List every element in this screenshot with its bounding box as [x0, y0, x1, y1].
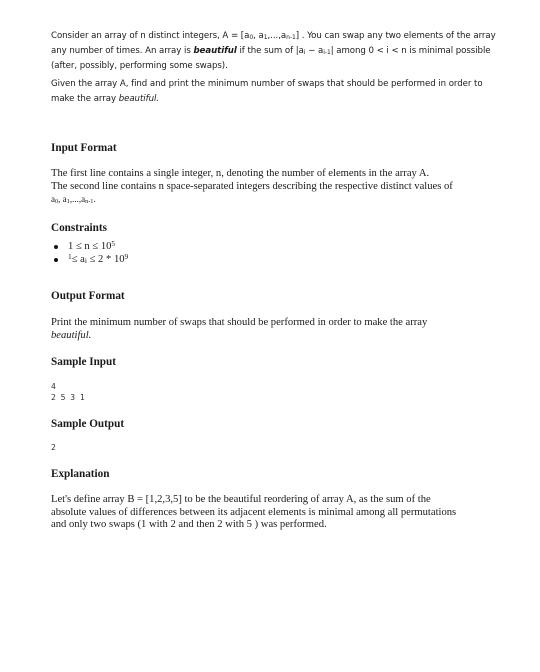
- subscript: i: [84, 256, 87, 265]
- text: if the sum of |a: [236, 46, 304, 56]
- subscript: 1: [263, 34, 268, 41]
- beautiful-term: beautiful: [193, 46, 237, 56]
- text: a: [51, 194, 55, 204]
- text: ] . You can swap any two elements of the array: [295, 31, 496, 41]
- intro-paragraph: [51, 29, 501, 74]
- text: ,...,a: [267, 31, 287, 41]
- text: make the array: [51, 94, 119, 104]
- task-paragraph: [51, 77, 501, 107]
- intro-line-2: [51, 44, 501, 59]
- input-format-heading: Input Format: [51, 142, 117, 154]
- output-format-line-1: Print the minimum number of swaps that should be performed in order to make the array: [51, 317, 428, 328]
- sample-output-code: [51, 443, 501, 454]
- subscript: n-1: [85, 198, 94, 205]
- constraint-item: [51, 253, 501, 266]
- explanation-body: [51, 494, 501, 532]
- text: ≤ a: [71, 254, 85, 265]
- constraints-heading: Constraints: [51, 222, 107, 234]
- subscript: 1: [66, 198, 70, 205]
- text: ≤ 2 * 10: [86, 254, 125, 265]
- constraints-list: [51, 240, 501, 266]
- sample-input-line: 4: [51, 382, 56, 391]
- input-format-body: [51, 168, 501, 206]
- text: | among 0 < i < n is minimal possible: [330, 46, 491, 56]
- text: ,...,a: [69, 194, 86, 204]
- sample-input-line: 2 5 3 1: [51, 392, 85, 402]
- text: , a: [58, 194, 67, 204]
- task-line-2: [51, 92, 501, 107]
- output-format-body: [51, 317, 501, 342]
- intro-line-1: [51, 29, 501, 44]
- task-line-1: Given the array A, find and print the minimum number of swaps that should be performed in order to: [51, 79, 483, 89]
- input-format-line-1: The first line contains a single integer, n, denoting the number of elements in the array A.: [51, 168, 430, 179]
- text: any number of times. An array is: [51, 46, 194, 56]
- beautiful-term: beautiful.: [118, 94, 159, 104]
- explanation-line-2: absolute values of differences between its adjacent elements is minimal among all permutations: [51, 506, 457, 518]
- sample-output-line: 2: [51, 443, 56, 452]
- explanation-line-1: Let's define array B = [1,2,3,5] to be the beautiful reordering of array A, as the sum of the: [51, 494, 431, 505]
- superscript: 5: [111, 239, 116, 248]
- sample-input-code: [51, 382, 501, 403]
- beautiful-term: beautiful.: [51, 329, 92, 341]
- input-format-line-3: [51, 193, 501, 206]
- constraint-item: [51, 240, 501, 253]
- sample-output-heading: Sample Output: [51, 418, 125, 430]
- explanation-heading: Explanation: [51, 468, 110, 480]
- text: , a: [253, 31, 264, 41]
- subscript: i-1: [323, 49, 331, 56]
- text: − a: [305, 46, 324, 56]
- text: .: [93, 194, 96, 204]
- input-format-line-2: The second line contains n space-separated integers describing the respective distinct values of: [51, 180, 453, 192]
- intro-line-3: (after, possibly, performing some swaps).: [51, 61, 228, 71]
- subscript: n-1: [286, 34, 296, 41]
- explanation-line-3: and only two swaps (1 with 2 and then 2 with 5 ) was performed.: [51, 519, 327, 530]
- text: 1 ≤ n ≤ 10: [68, 241, 112, 252]
- subscript: i: [303, 49, 306, 56]
- text: Consider an array of n distinct integers, A = [a: [51, 31, 250, 41]
- superscript: 1: [68, 252, 72, 261]
- subscript: 0: [55, 198, 59, 205]
- output-format-heading: Output Format: [51, 290, 125, 302]
- superscript: 9: [124, 252, 129, 261]
- subscript: 0: [249, 34, 254, 41]
- sample-input-heading: Sample Input: [51, 356, 116, 368]
